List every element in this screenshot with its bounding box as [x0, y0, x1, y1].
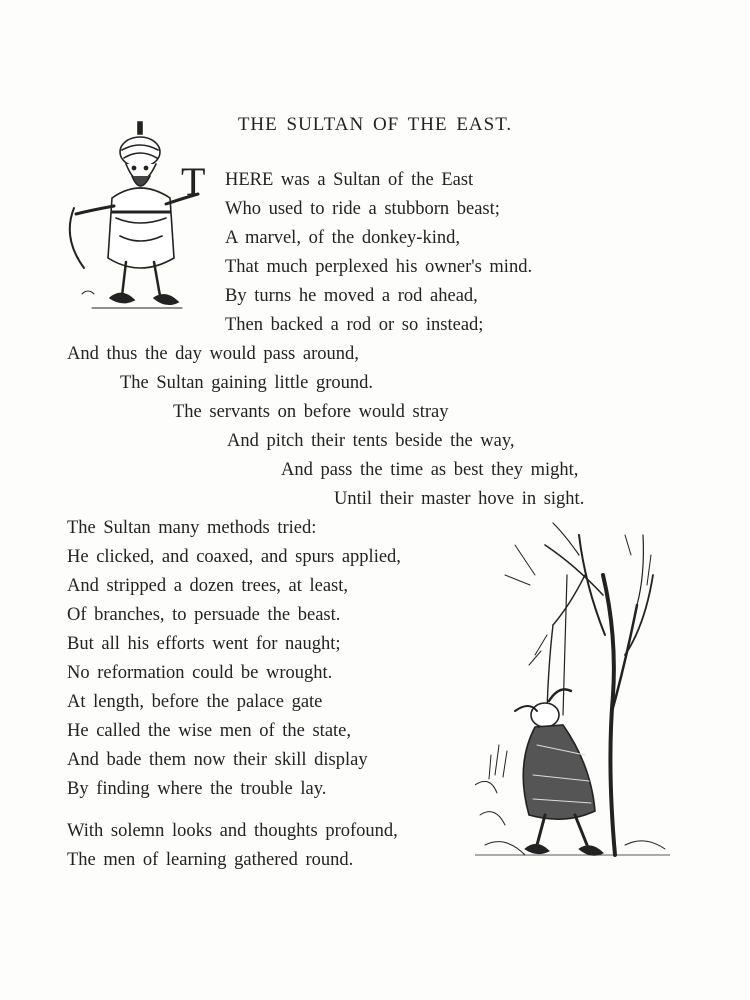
- verse-line: And bade them now their skill display: [67, 750, 368, 770]
- verse-line: At length, before the palace gate: [67, 692, 323, 712]
- verse-line: That much perplexed his owner's mind.: [225, 257, 533, 277]
- verse-line: He clicked, and coaxed, and spurs applied,: [67, 547, 401, 567]
- verse-line: The men of learning gathered round.: [67, 850, 354, 870]
- verse-line: And thus the day would pass around,: [67, 344, 359, 364]
- verse-line: And pitch their tents beside the way,: [227, 431, 515, 451]
- verse-line: Of branches, to persuade the beast.: [67, 605, 341, 625]
- verse-line: By turns he moved a rod ahead,: [225, 286, 478, 306]
- verse-line: With solemn looks and thoughts profound,: [67, 821, 398, 841]
- verse-line: And pass the time as best they might,: [281, 460, 579, 480]
- sultan-illustration-icon: [62, 118, 212, 318]
- verse-line: Until their master hove in sight.: [334, 489, 585, 509]
- verse-line: The Sultan gaining little ground.: [120, 373, 373, 393]
- tree-stripping-illustration-icon: [475, 515, 670, 875]
- verse-line: Then backed a rod or so instead;: [225, 315, 484, 335]
- verse-line: HERE was a Sultan of the East: [225, 170, 474, 190]
- verse-line: A marvel, of the donkey-kind,: [225, 228, 460, 248]
- verse-line: By finding where the trouble lay.: [67, 779, 327, 799]
- verse-line: The Sultan many methods tried:: [67, 518, 317, 538]
- drop-cap-letter: T: [181, 159, 206, 204]
- verse-line: Who used to ride a stubborn beast;: [225, 199, 500, 219]
- verse-line: No reformation could be wrought.: [67, 663, 333, 683]
- verse-line: He called the wise men of the state,: [67, 721, 352, 741]
- poem-title: THE SULTAN OF THE EAST.: [237, 114, 513, 135]
- verse-line: But all his efforts went for naught;: [67, 634, 341, 654]
- verse-line: The servants on before would stray: [173, 402, 449, 422]
- verse-line: And stripped a dozen trees, at least,: [67, 576, 349, 596]
